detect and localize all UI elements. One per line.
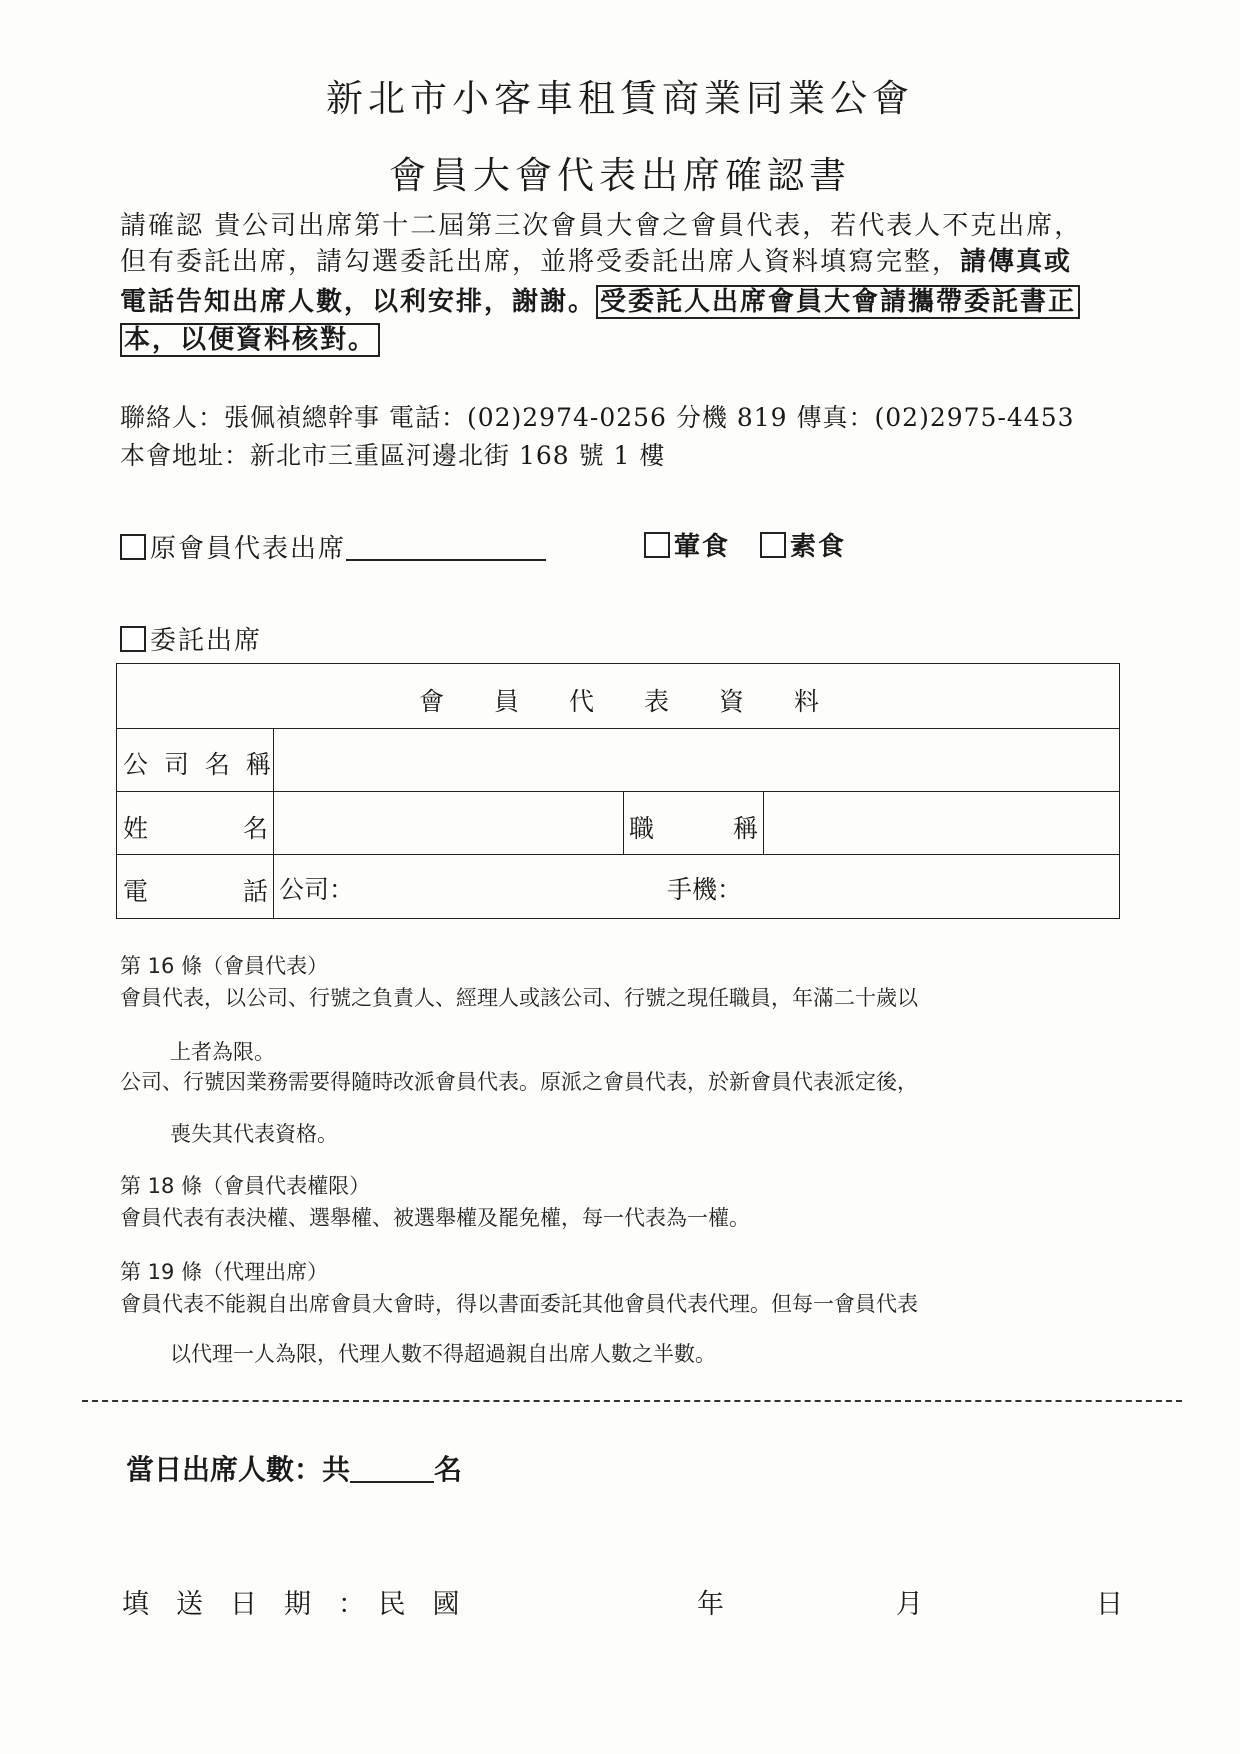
meat-option[interactable] (644, 526, 730, 563)
rule-19-line-1: 會員代表不能親自出席會員大會時，得以書面委託其他會員代表代理。但每一會員代表 (120, 1292, 918, 1316)
date-month: 月 (896, 1589, 923, 1620)
intro-line-2 (120, 244, 1130, 280)
mobile-label: 手機： (667, 875, 743, 904)
table-heading: 會 員 代 表 資 料 (418, 687, 819, 716)
rule-18-line-1: 會員代表有表決權、選舉權、被選舉權及罷免權，每一代表為一權。 (120, 1206, 750, 1230)
phone-label-end: 話 (243, 877, 269, 906)
meat-label: 葷食 (674, 532, 731, 562)
rule-19-title: 第 19 條（代理出席） (120, 1260, 329, 1284)
rep-info-table (116, 663, 1120, 919)
name-label-end: 名 (243, 814, 269, 843)
date-day: 日 (1096, 1589, 1123, 1620)
attendance-count (126, 1448, 462, 1488)
company-name-field[interactable] (275, 730, 1115, 788)
form-title: 會員大會代表出席確認書 (389, 154, 851, 197)
company-name-label: 公 司 名 稱 (123, 750, 275, 779)
date-year: 年 (697, 1589, 724, 1620)
meat-checkbox[interactable] (644, 532, 670, 558)
date-label: 填 送 日 期 ： 民 國 (122, 1589, 460, 1620)
attendance-suffix: 名 (434, 1453, 463, 1486)
intro-line-4 (120, 322, 1130, 358)
company-phone-label: 公司： (279, 875, 355, 904)
intro-boxed-note-end: 本，以便資料核對。 (120, 323, 380, 357)
veg-label: 素食 (790, 532, 847, 562)
intro-line-3-bold: 電話告知出席人數，以利安排，謝謝。 (120, 287, 597, 317)
proxy-label: 委託出席 (150, 626, 263, 656)
rule-16-line-2: 上者為限。 (170, 1040, 275, 1064)
rule-19-line-2: 以代理一人為限，代理人數不得超過親自出席人數之半數。 (170, 1342, 716, 1366)
original-rep-checkbox[interactable] (120, 534, 146, 560)
intro-line-3 (120, 284, 1130, 320)
veg-checkbox[interactable] (760, 532, 786, 558)
address-info: 本會地址：新北市三重區河邊北街 168 號 1 樓 (120, 441, 666, 470)
intro-line-2-bold: 請傳真或 (960, 247, 1073, 277)
job-label-end: 稱 (733, 814, 759, 843)
phone-label: 電 (123, 877, 149, 906)
attendance-blank[interactable] (350, 1455, 434, 1483)
intro-line-2-text: 但有委託出席，請勾選委託出席，並將受委託出席人資料填寫完整， (120, 247, 961, 277)
cut-line (82, 1400, 1182, 1402)
original-rep-option[interactable] (120, 528, 546, 565)
rule-16-title: 第 16 條（會員代表） (120, 954, 329, 978)
rule-18-title: 第 18 條（會員代表權限） (120, 1174, 371, 1198)
job-label: 職 (629, 814, 655, 843)
intro-boxed-note: 受委託人出席會員大會請攜帶委託書正 (596, 285, 1080, 319)
contact-info: 聯絡人：張佩禎總幹事 電話：(02)2974-0256 分機 819 傳真：(02)2975-4453 (120, 403, 1075, 432)
proxy-option[interactable] (120, 620, 262, 657)
original-rep-name-line[interactable] (346, 535, 546, 561)
name-label: 姓 (123, 814, 149, 843)
org-title: 新北市小客車租賃商業同業公會 (326, 77, 914, 120)
rule-16-line-3: 公司、行號因業務需要得隨時改派會員代表。原派之會員代表，於新會員代表派定後， (120, 1070, 918, 1094)
intro-line-1: 請確認 貴公司出席第十二屆第三次會員大會之會員代表，若代表人不克出席， (120, 211, 1083, 241)
original-rep-label: 原會員代表出席 (150, 534, 347, 564)
proxy-checkbox[interactable] (120, 626, 146, 652)
job-title-field[interactable] (767, 793, 1115, 851)
veg-option[interactable] (760, 526, 846, 563)
rule-16-line-1: 會員代表，以公司、行號之負責人、經理人或該公司、行號之現任職員，年滿二十歲以 (120, 986, 918, 1010)
attendance-prefix: 當日出席人數：共 (126, 1453, 351, 1486)
name-field[interactable] (275, 793, 619, 851)
rule-16-line-4: 喪失其代表資格。 (170, 1122, 338, 1146)
